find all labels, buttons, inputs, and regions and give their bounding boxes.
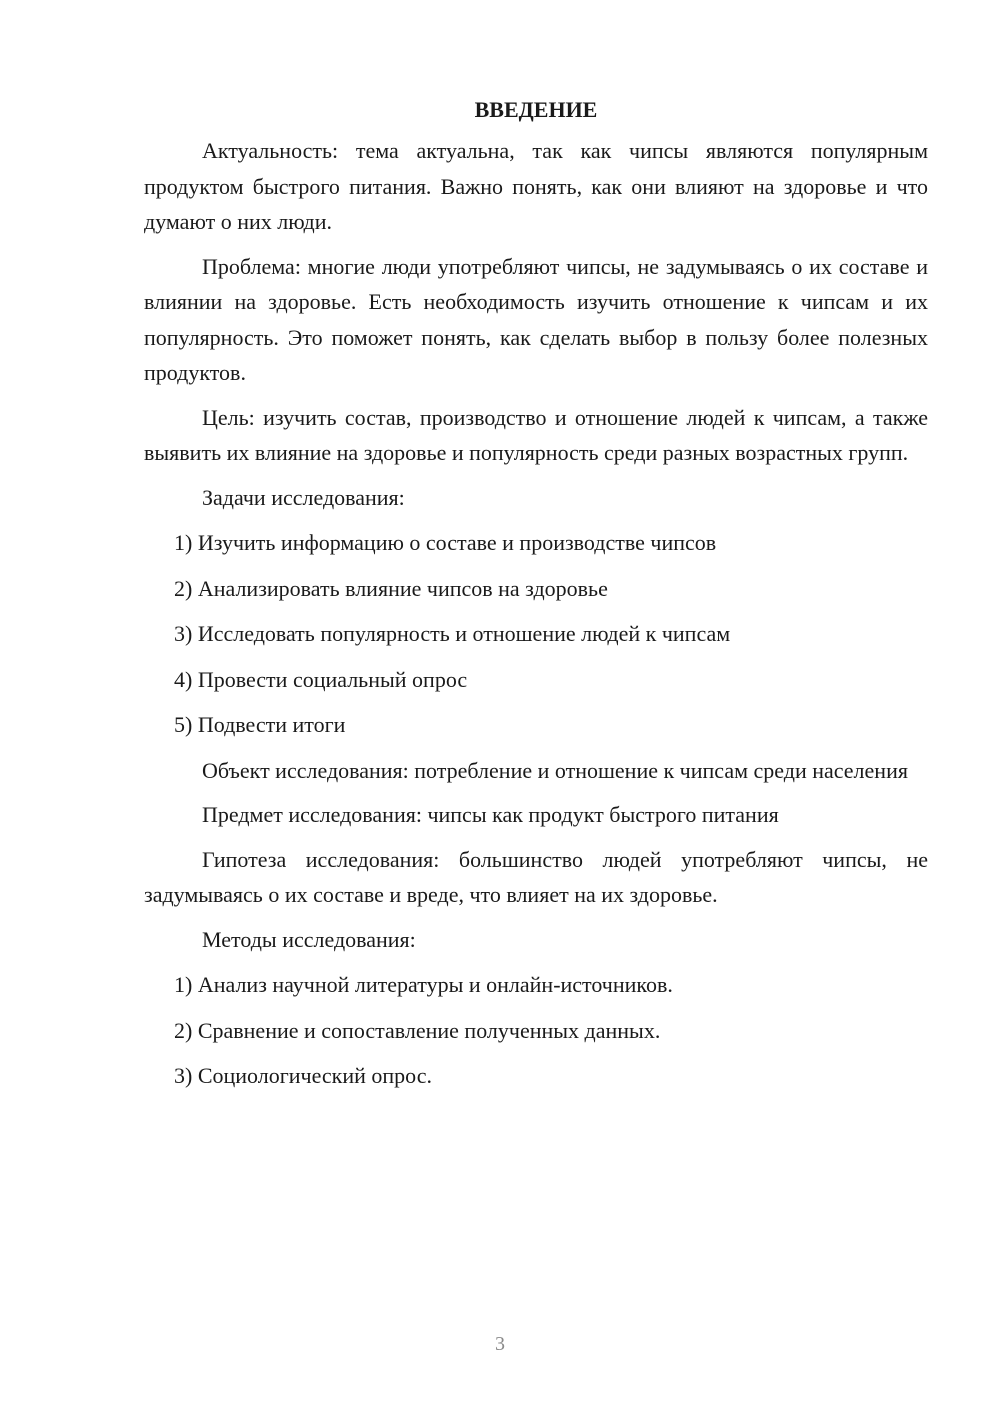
problem-paragraph: Проблема: многие люди употребляют чипсы, не задумываясь о их составе и влиянии на здоровье. Есть необходимость изучить отношение к чипсам и их популярность. Это поможет понять, как сделать выбор в пользу более полезных продуктов. — [144, 253, 928, 385]
task-item: 3) Исследовать популярность и отношение людей к чипсам — [174, 621, 731, 646]
task-item: 2) Анализировать влияние чипсов на здоровье — [174, 575, 608, 601]
task-item: 4) Провести социальный опрос — [174, 666, 468, 692]
section-heading: ВВЕДЕНИЕ — [474, 97, 598, 122]
goal-paragraph: Цель: изучить состав, производство и отношение людей к чипсам, а также выявить их влияние на здоровье и популярность среди разных возрастных групп. — [144, 404, 928, 465]
document-page — [144, 92, 928, 1104]
method-item: 1) Анализ научной литературы и онлайн-источников. — [174, 972, 673, 997]
task-item: 5) Подвести итоги — [174, 712, 346, 737]
methods-list — [144, 967, 928, 1094]
method-item: 2) Сравнение и сопоставление полученных данных. — [174, 1017, 661, 1043]
methods-title: Методы исследования: — [202, 926, 416, 952]
task-item: 1) Изучить информацию о составе и производстве чипсов — [174, 530, 717, 555]
method-item: 3) Социологический опрос. — [174, 1063, 432, 1088]
page-number: 3 — [495, 1333, 505, 1355]
tasks-list — [144, 525, 928, 743]
tasks-title: Задачи исследования: — [202, 484, 405, 510]
hypothesis-paragraph: Гипотеза исследования: большинство людей употребляют чипсы, не задумываясь о их составе и вреде, что влияет на их здоровье. — [144, 846, 928, 907]
relevance-paragraph: Актуальность: тема актуальна, так как чипсы являются популярным продуктом быстрого питания. Важно понять, как они влияют на здоровье и что думают о них люди. — [144, 138, 928, 234]
subject-paragraph: Предмет исследования: чипсы как продукт быстрого питания — [202, 802, 779, 827]
object-paragraph: Объект исследования: потребление и отношение к чипсам среди населения — [202, 757, 908, 783]
